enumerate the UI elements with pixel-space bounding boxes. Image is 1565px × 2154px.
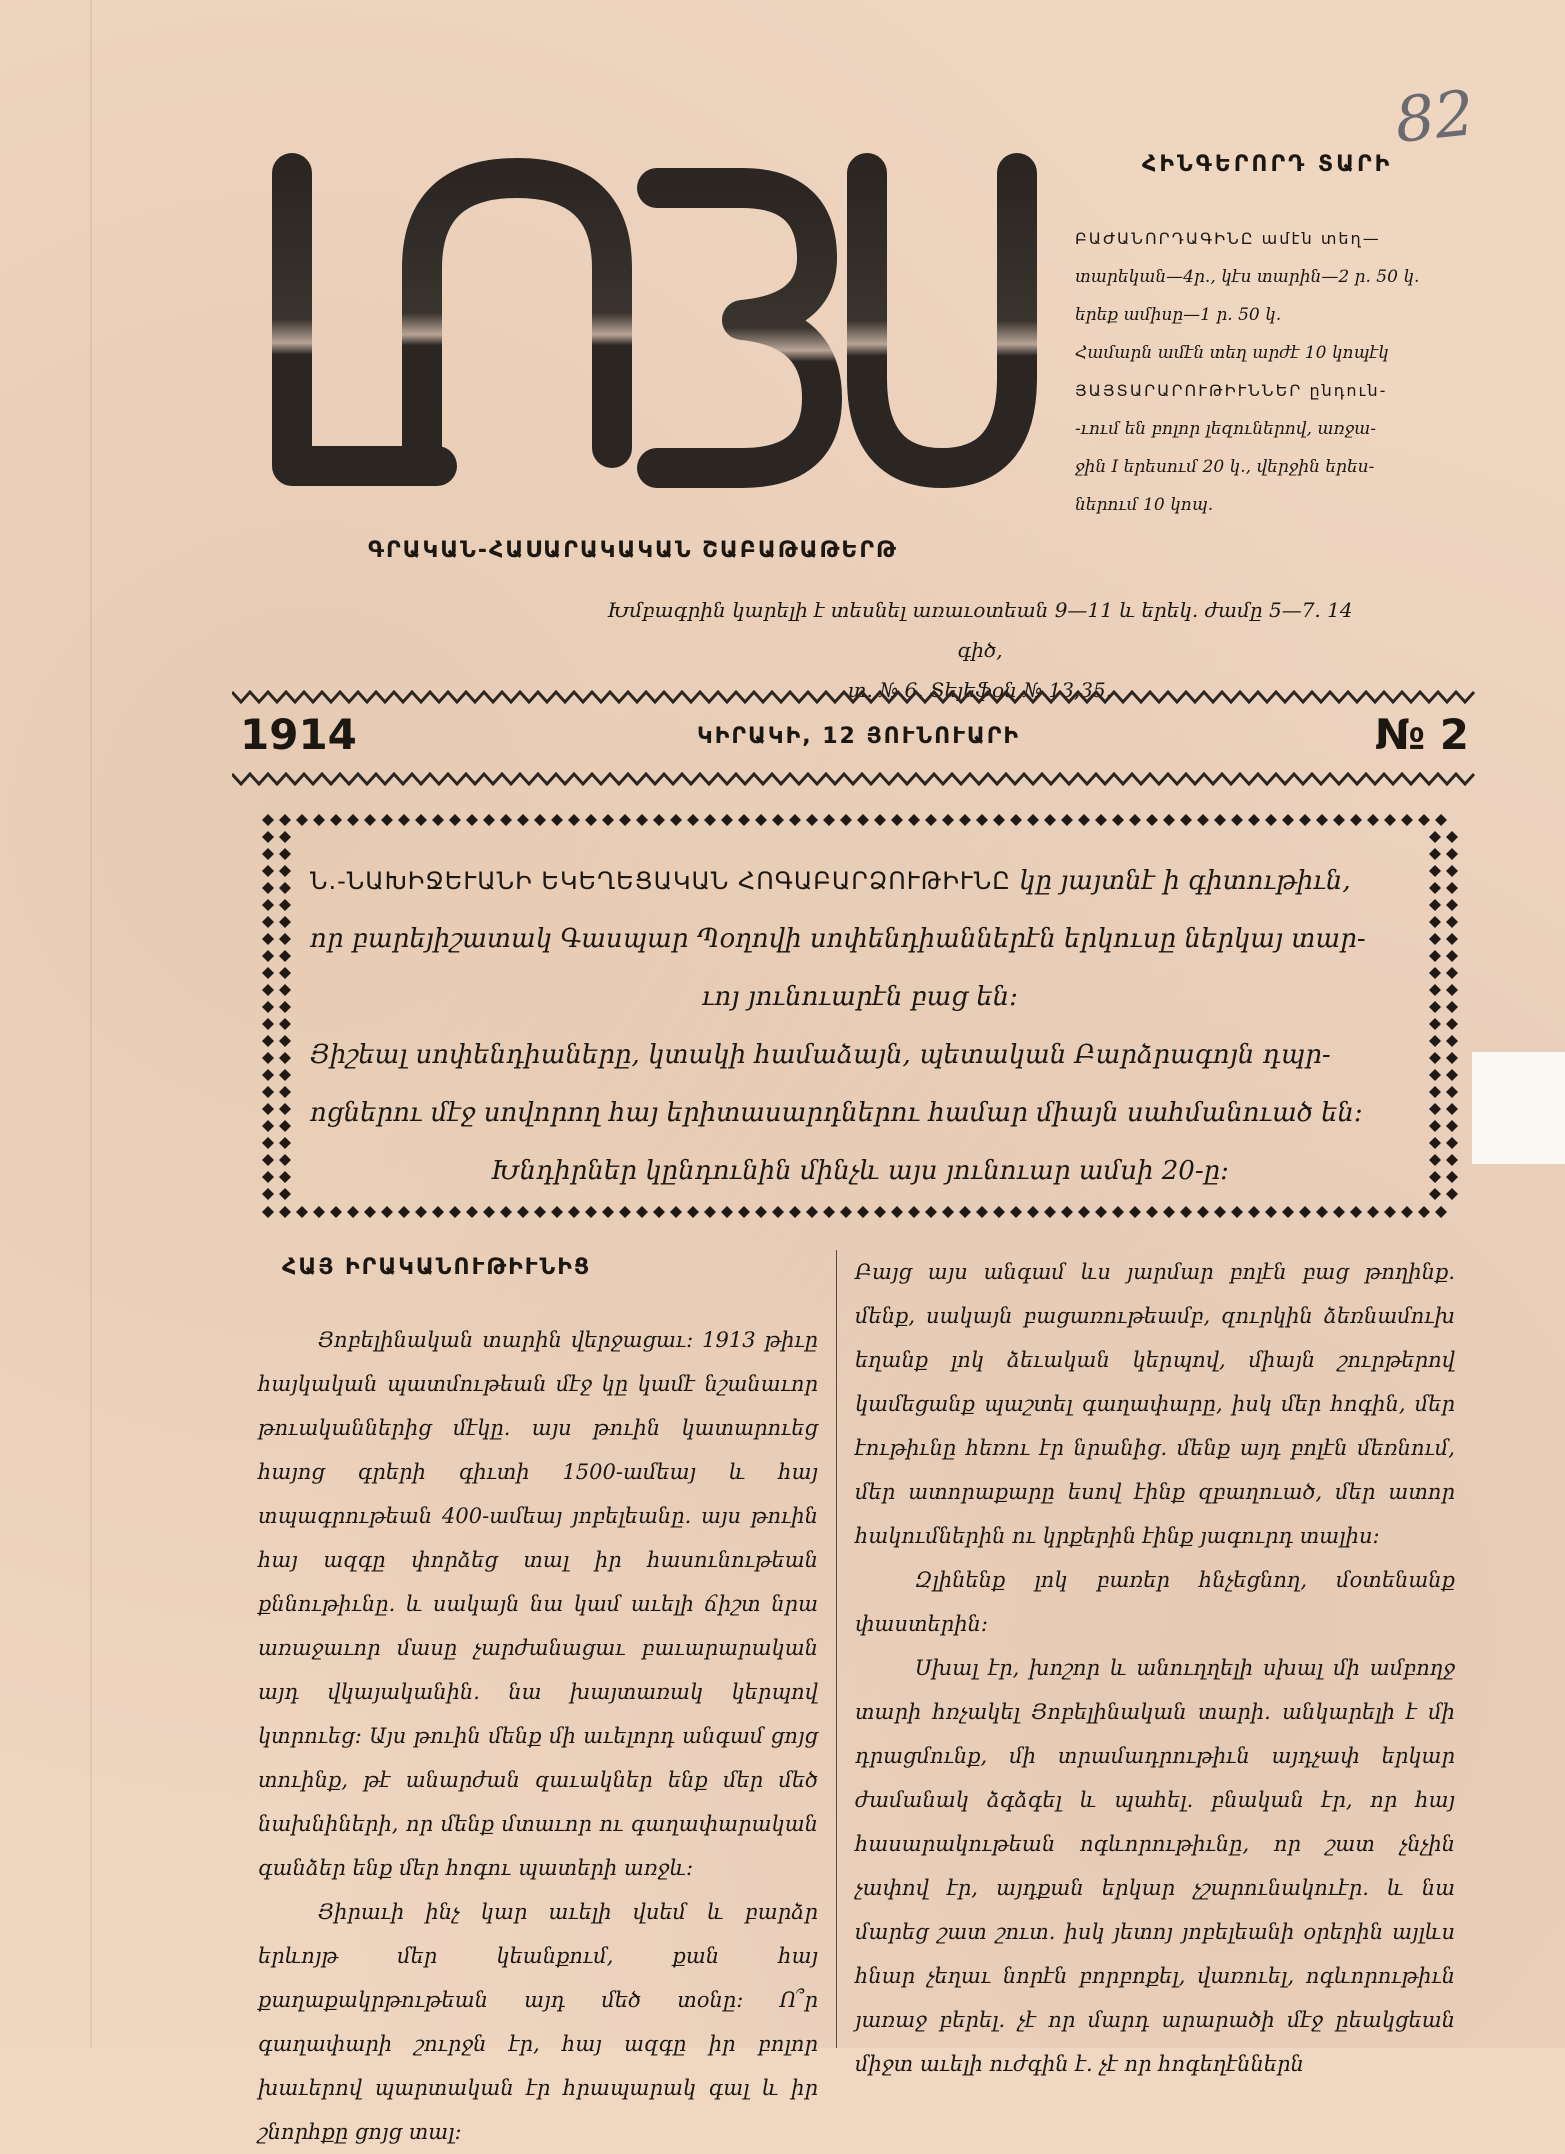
border-diamond bbox=[534, 1206, 546, 1218]
border-diamond bbox=[1429, 1001, 1441, 1013]
border-diamond bbox=[1044, 1206, 1056, 1218]
border-diamond bbox=[1429, 984, 1441, 996]
column-rule bbox=[836, 1250, 837, 2048]
border-diamond bbox=[619, 1206, 631, 1218]
year-label: ՀԻՆԳԵՐՈՐԴ ՏԱՐԻ bbox=[1142, 152, 1393, 177]
border-diamond bbox=[262, 1154, 274, 1166]
border-diamond bbox=[1401, 1206, 1413, 1218]
article-paragraph: Զլինենք լոկ բառեր հնչեցնող, մօտենանք փաստերին։ bbox=[855, 1568, 1455, 1636]
border-diamond bbox=[296, 814, 308, 826]
border-diamond bbox=[1446, 899, 1458, 911]
border-diamond bbox=[1146, 1206, 1158, 1218]
border-diamond bbox=[1112, 814, 1124, 826]
border-diamond bbox=[1429, 882, 1441, 894]
article-paragraph: Յոբելինական տարին վերջացաւ։ 1913 թիւը հայկական պատմութեան մէջ կը կամէ նշանաւոր թուականներից մէկը. այս թուին կատարուեց հայոց գրերի գիւտի 1500-ամեայ և հայ տպագրութեան 400-ամեայ յոբելեանը. այս թուին հայ ազգը փորձեց տալ իր հասունութեան քննութիւնը. և սակայն նա կամ աւելի ճիշտ նրա առաջաւոր մասը չարժանացաւ բաւարարական այդ վկայականին. նա խայտառակ կերպով կտրուեց։ Այս թուին մենք մի աւելորդ անգամ ցոյց տուինք, թէ անարժան զաւակներ ենք մեր մեծ նախնիների, որ մենք մտաւոր ու գաղափարական գանձեր ենք մեր հոգու պատերի առջև։ bbox=[258, 1328, 818, 1880]
border-diamond bbox=[789, 814, 801, 826]
border-diamond bbox=[279, 1171, 291, 1183]
border-diamond bbox=[500, 1206, 512, 1218]
zigzag-rule-bottom bbox=[232, 772, 1477, 786]
border-diamond bbox=[1446, 933, 1458, 945]
border-diamond bbox=[602, 814, 614, 826]
border-diamond bbox=[517, 1206, 529, 1218]
border-diamond bbox=[1429, 1154, 1441, 1166]
border-diamond bbox=[993, 814, 1005, 826]
subscription-line: ներում 10 կոպ. bbox=[1075, 495, 1214, 515]
border-diamond bbox=[279, 814, 291, 826]
border-diamond bbox=[1446, 865, 1458, 877]
border-diamond bbox=[1429, 899, 1441, 911]
border-diamond bbox=[279, 950, 291, 962]
border-diamond bbox=[1446, 831, 1458, 843]
border-diamond bbox=[585, 1206, 597, 1218]
border-diamond bbox=[398, 1206, 410, 1218]
border-diamond bbox=[347, 1206, 359, 1218]
border-diamond bbox=[262, 1001, 274, 1013]
border-diamond bbox=[925, 1206, 937, 1218]
border-diamond bbox=[1429, 1188, 1441, 1200]
border-diamond bbox=[449, 814, 461, 826]
border-diamond bbox=[1180, 814, 1192, 826]
border-diamond bbox=[279, 882, 291, 894]
border-diamond bbox=[279, 1052, 291, 1064]
border-diamond bbox=[1446, 1018, 1458, 1030]
subscription-line: ՅԱՅՏԱՐԱՐՈՒԹԻՒՆՆԵՐ ընդուն- bbox=[1075, 381, 1388, 400]
border-diamond bbox=[942, 1206, 954, 1218]
border-diamond bbox=[789, 1206, 801, 1218]
border-diamond bbox=[262, 899, 274, 911]
border-diamond bbox=[1401, 814, 1413, 826]
border-diamond bbox=[1010, 814, 1022, 826]
border-diamond bbox=[279, 899, 291, 911]
border-diamond bbox=[262, 1137, 274, 1149]
article-column-right bbox=[855, 1250, 1455, 2086]
subscription-line: -ւում են բոլոր լեզուներով, առջա- bbox=[1075, 419, 1377, 439]
border-diamond bbox=[1446, 950, 1458, 962]
border-diamond bbox=[1163, 814, 1175, 826]
border-diamond bbox=[1095, 1206, 1107, 1218]
border-diamond bbox=[755, 1206, 767, 1218]
border-diamond bbox=[432, 814, 444, 826]
border-diamond bbox=[381, 814, 393, 826]
border-diamond bbox=[1446, 882, 1458, 894]
border-diamond bbox=[602, 1206, 614, 1218]
border-diamond bbox=[1265, 814, 1277, 826]
border-diamond bbox=[279, 1103, 291, 1115]
announcement-line: որ բարեյիշատակ Գասպար Պօղովի սոփենդիաններէն երկուսը ներկայ տար- bbox=[310, 924, 1366, 954]
border-diamond bbox=[262, 916, 274, 928]
border-diamond bbox=[1429, 831, 1441, 843]
border-diamond bbox=[1316, 814, 1328, 826]
border-diamond bbox=[347, 814, 359, 826]
border-diamond bbox=[279, 1120, 291, 1132]
border-diamond bbox=[279, 1154, 291, 1166]
border-diamond bbox=[381, 1206, 393, 1218]
border-diamond bbox=[1350, 814, 1362, 826]
border-diamond bbox=[551, 814, 563, 826]
masthead-logo bbox=[262, 148, 1042, 508]
border-diamond bbox=[1146, 814, 1158, 826]
border-diamond bbox=[568, 814, 580, 826]
border-diamond bbox=[1446, 916, 1458, 928]
border-diamond bbox=[279, 1206, 291, 1218]
border-diamond bbox=[279, 1188, 291, 1200]
border-diamond bbox=[1197, 814, 1209, 826]
border-diamond bbox=[1299, 814, 1311, 826]
border-diamond bbox=[653, 1206, 665, 1218]
border-diamond bbox=[942, 814, 954, 826]
border-diamond bbox=[1027, 1206, 1039, 1218]
border-diamond bbox=[976, 814, 988, 826]
border-diamond bbox=[1446, 1001, 1458, 1013]
subscription-line: տարեկան—4ր., կէս տարին—2 ր. 50 կ. bbox=[1075, 267, 1420, 287]
border-diamond bbox=[670, 814, 682, 826]
border-diamond bbox=[1367, 814, 1379, 826]
border-diamond bbox=[1429, 1086, 1441, 1098]
border-diamond bbox=[1078, 1206, 1090, 1218]
border-diamond bbox=[483, 814, 495, 826]
border-diamond bbox=[262, 882, 274, 894]
border-diamond bbox=[279, 984, 291, 996]
border-diamond bbox=[1446, 1052, 1458, 1064]
subscription-line: երեք ամիսը—1 ր. 50 կ. bbox=[1075, 305, 1282, 325]
address-line: Խմբագրին կարելի է տեսնել առաւօտեան 9—11 և երեկ. ժամը 5—7. 14 գիծ, bbox=[607, 598, 1353, 662]
border-diamond bbox=[262, 933, 274, 945]
border-diamond bbox=[738, 1206, 750, 1218]
border-diamond bbox=[466, 1206, 478, 1218]
border-diamond bbox=[262, 1120, 274, 1132]
border-diamond bbox=[262, 848, 274, 860]
border-diamond bbox=[330, 814, 342, 826]
border-diamond bbox=[806, 814, 818, 826]
border-diamond bbox=[1435, 814, 1447, 826]
border-diamond bbox=[1446, 1103, 1458, 1115]
border-diamond bbox=[1446, 1137, 1458, 1149]
border-diamond bbox=[925, 814, 937, 826]
border-diamond bbox=[364, 814, 376, 826]
border-diamond bbox=[1214, 814, 1226, 826]
border-diamond bbox=[330, 1206, 342, 1218]
border-diamond bbox=[1027, 814, 1039, 826]
border-diamond bbox=[1429, 1035, 1441, 1047]
article-paragraph: Սխալ էր, խոշոր և անուղղելի սխալ մի ամբողջ տարի հռչակել Յոբելինական տարի. անկարելի է մի դրացմունք, մի տրամադրութիւն այդչափ երկար ժամանակ ձգձգել և պահել. բնական էր, որ հայ հասարակութեան ոգևորութիւնը, որ շատ չնչին չափով էր, այդքան երկար չշարունակուէր. և նա մարեց շատ շուտ. իսկ յետոյ յոբելեանի օրերին այլևս հնար չեղաւ նորէն բորբոքել, վառուել, ոգևորութիւն յառաջ բերել. չէ որ մարդ արարածի մէջ ըեակցեան միջտ աւելի ուժգին է. չէ որ հոգեղէններն bbox=[855, 1656, 1455, 2076]
border-diamond bbox=[1265, 1206, 1277, 1218]
border-diamond bbox=[534, 814, 546, 826]
border-diamond bbox=[1282, 814, 1294, 826]
border-diamond bbox=[262, 1086, 274, 1098]
border-diamond bbox=[296, 1206, 308, 1218]
border-diamond bbox=[772, 1206, 784, 1218]
border-diamond bbox=[262, 1035, 274, 1047]
border-diamond bbox=[704, 1206, 716, 1218]
border-diamond bbox=[500, 814, 512, 826]
border-diamond bbox=[1112, 1206, 1124, 1218]
border-diamond bbox=[1333, 1206, 1345, 1218]
border-diamond bbox=[619, 814, 631, 826]
border-diamond bbox=[1429, 916, 1441, 928]
border-diamond bbox=[279, 831, 291, 843]
border-diamond bbox=[262, 814, 274, 826]
border-diamond bbox=[959, 1206, 971, 1218]
border-diamond bbox=[262, 967, 274, 979]
announcement-line: կը յայտնէ ի գիտութիւն, bbox=[1010, 866, 1351, 896]
border-diamond bbox=[483, 1206, 495, 1218]
border-diamond bbox=[1429, 967, 1441, 979]
border-diamond bbox=[1446, 848, 1458, 860]
border-diamond bbox=[1418, 814, 1430, 826]
issue-number: № 2 bbox=[1374, 710, 1469, 759]
border-diamond bbox=[279, 1069, 291, 1081]
border-diamond bbox=[1061, 814, 1073, 826]
border-diamond bbox=[1446, 1154, 1458, 1166]
border-diamond bbox=[823, 1206, 835, 1218]
border-diamond bbox=[1429, 950, 1441, 962]
border-diamond bbox=[840, 814, 852, 826]
paper-fold bbox=[90, 0, 92, 2048]
border-diamond bbox=[262, 865, 274, 877]
border-diamond bbox=[687, 1206, 699, 1218]
border-diamond bbox=[976, 1206, 988, 1218]
border-diamond bbox=[279, 967, 291, 979]
border-diamond bbox=[449, 1206, 461, 1218]
announcement-line: ւոյ յունուարէն բաց են։ bbox=[701, 982, 1019, 1012]
article-column-left bbox=[258, 1318, 818, 2154]
border-diamond bbox=[262, 1188, 274, 1200]
border-diamond bbox=[1446, 1171, 1458, 1183]
border-diamond bbox=[823, 814, 835, 826]
border-diamond bbox=[585, 814, 597, 826]
border-diamond bbox=[755, 814, 767, 826]
announcement-line: Յիշեալ սոփենդիաները, կտակի համաձայն, պետական Բարձրագոյն դպր- bbox=[310, 1040, 1331, 1070]
border-diamond bbox=[1446, 967, 1458, 979]
zigzag-rule-top bbox=[232, 690, 1477, 704]
border-diamond bbox=[262, 831, 274, 843]
border-diamond bbox=[1446, 984, 1458, 996]
border-diamond bbox=[1367, 1206, 1379, 1218]
border-diamond bbox=[1384, 1206, 1396, 1218]
border-diamond bbox=[840, 1206, 852, 1218]
border-diamond bbox=[432, 1206, 444, 1218]
subscription-info bbox=[1075, 220, 1515, 524]
border-diamond bbox=[1446, 1188, 1458, 1200]
announcement-line: Խնդիրներ կընդունին մինչև այս յունուար ամսի 20-ը։ bbox=[490, 1156, 1230, 1186]
border-diamond bbox=[262, 1206, 274, 1218]
border-diamond bbox=[1214, 1206, 1226, 1218]
border-diamond bbox=[1197, 1206, 1209, 1218]
border-diamond bbox=[1384, 814, 1396, 826]
border-diamond bbox=[262, 1018, 274, 1030]
border-diamond bbox=[1163, 1206, 1175, 1218]
border-diamond bbox=[1429, 1103, 1441, 1115]
border-diamond bbox=[1333, 814, 1345, 826]
border-diamond bbox=[1129, 814, 1141, 826]
border-diamond bbox=[1010, 1206, 1022, 1218]
border-diamond bbox=[1044, 814, 1056, 826]
border-diamond bbox=[1446, 1120, 1458, 1132]
border-diamond bbox=[313, 814, 325, 826]
border-diamond bbox=[1248, 1206, 1260, 1218]
border-diamond bbox=[1446, 1035, 1458, 1047]
border-diamond bbox=[653, 814, 665, 826]
border-diamond bbox=[1429, 1018, 1441, 1030]
border-diamond bbox=[874, 1206, 886, 1218]
border-diamond bbox=[1429, 1052, 1441, 1064]
border-diamond bbox=[279, 933, 291, 945]
border-diamond bbox=[721, 814, 733, 826]
border-diamond bbox=[279, 1001, 291, 1013]
border-diamond bbox=[415, 814, 427, 826]
border-diamond bbox=[1429, 1137, 1441, 1149]
border-diamond bbox=[874, 814, 886, 826]
border-diamond bbox=[1446, 1069, 1458, 1081]
paper-tab bbox=[1472, 1052, 1565, 1164]
border-diamond bbox=[517, 814, 529, 826]
border-diamond bbox=[262, 984, 274, 996]
border-diamond bbox=[993, 1206, 1005, 1218]
article-paragraph: Յիրաւի ինչ կար աւելի վսեմ և բարձր երևոյթ մեր կեանքում, քան հայ քաղաքակրթութեան այդ մեծ տօնը։ Ո՞ր գաղափարի շուրջն էր, հայ ազգը իր բոլոր խաւերով պարտական էր հրապարակ գալ և իր շնորհքը ցոյց տալ։ bbox=[258, 1900, 818, 2144]
border-diamond bbox=[364, 1206, 376, 1218]
subscription-line: ջին I երեսում 20 կ., վերջին երես- bbox=[1075, 457, 1375, 477]
border-diamond bbox=[857, 814, 869, 826]
border-diamond bbox=[398, 814, 410, 826]
border-diamond bbox=[1299, 1206, 1311, 1218]
issue-year: 1914 bbox=[240, 710, 357, 759]
border-diamond bbox=[1350, 1206, 1362, 1218]
border-diamond bbox=[891, 814, 903, 826]
border-diamond bbox=[551, 1206, 563, 1218]
issue-date: ԿԻՐԱԿԻ, 12 ՅՈՒՆՈՒԱՐԻ bbox=[697, 724, 1021, 749]
border-diamond bbox=[1429, 1171, 1441, 1183]
paper-subtitle: ԳՐԱԿԱՆ-ՀԱՍԱՐԱԿԱԿԱՆ ՇԱԲԱԹԱԹԵՐԹ bbox=[368, 538, 898, 563]
border-diamond bbox=[1435, 1206, 1447, 1218]
border-diamond bbox=[1180, 1206, 1192, 1218]
border-diamond bbox=[1429, 865, 1441, 877]
article-title: ՀԱՅ ԻՐԱԿԱՆՈՒԹԻՒՆԻՑ bbox=[282, 1255, 592, 1280]
dateline bbox=[232, 704, 1477, 768]
border-diamond bbox=[738, 814, 750, 826]
border-diamond bbox=[1231, 1206, 1243, 1218]
announcement-heading: Ն.-ՆԱԽԻՋԵՒԱՆԻ ԵԿԵՂԵՑԱԿԱՆ ՀՈԳԱԲԱՐՁՈՒԹԻՒՆԸ bbox=[310, 867, 1011, 895]
border-diamond bbox=[279, 1018, 291, 1030]
border-diamond bbox=[466, 814, 478, 826]
border-diamond bbox=[415, 1206, 427, 1218]
border-diamond bbox=[262, 1171, 274, 1183]
border-diamond bbox=[279, 916, 291, 928]
article-paragraph: Բայց այս անգամ ևս յարմար բոլէն բաց թողինք. մենք, սակայն բացառութեամբ, զուրկին ձեռնամուխ եղանք լոկ ձեւական կերպով, միայն շուրթերով կամեցանք պաշտել գաղափարը, իսկ մեր հոգին, մեր էութիւնը հեռու էր նրանից. մենք այդ բոլէն մեռնում, մեր ատորաքարը եսով էինք զբաղուած, մեր ատոր հակումներին ու կրքերին էինք յագուրդ տալիս։ bbox=[855, 1260, 1455, 1548]
border-diamond bbox=[1429, 933, 1441, 945]
border-diamond bbox=[1446, 1086, 1458, 1098]
border-diamond bbox=[262, 950, 274, 962]
border-diamond bbox=[1316, 1206, 1328, 1218]
border-diamond bbox=[857, 1206, 869, 1218]
border-diamond bbox=[908, 814, 920, 826]
border-diamond bbox=[687, 814, 699, 826]
border-diamond bbox=[1061, 1206, 1073, 1218]
border-diamond bbox=[1231, 814, 1243, 826]
border-diamond bbox=[1078, 814, 1090, 826]
announcement-line: ոցներու մէջ սովորող հայ երիտասարդներու համար միայն սահմանուած են։ bbox=[310, 1098, 1363, 1128]
border-diamond bbox=[262, 1052, 274, 1064]
border-diamond bbox=[279, 1086, 291, 1098]
border-diamond bbox=[670, 1206, 682, 1218]
border-diamond bbox=[279, 1035, 291, 1047]
border-diamond bbox=[279, 1137, 291, 1149]
border-diamond bbox=[1429, 1120, 1441, 1132]
border-diamond bbox=[1429, 1069, 1441, 1081]
address-line: տ. № 6. Տելեֆօն № 13,35. bbox=[847, 678, 1113, 702]
handwritten-annotation: 82 bbox=[1391, 76, 1478, 157]
border-diamond bbox=[568, 1206, 580, 1218]
border-diamond bbox=[279, 848, 291, 860]
border-diamond bbox=[1429, 848, 1441, 860]
subscription-line: Համարն ամէն տեղ արժէ 10 կոպէկ bbox=[1075, 343, 1389, 363]
announcement-box bbox=[260, 812, 1460, 1220]
subscription-line: ԲԱԺԱՆՈՐԴԱԳԻՆԸ ամէն տեղ— bbox=[1075, 229, 1381, 248]
border-diamond bbox=[313, 1206, 325, 1218]
announcement-text bbox=[310, 852, 1410, 1200]
border-diamond bbox=[1129, 1206, 1141, 1218]
border-diamond bbox=[891, 1206, 903, 1218]
border-diamond bbox=[636, 1206, 648, 1218]
border-diamond bbox=[721, 1206, 733, 1218]
border-diamond bbox=[279, 865, 291, 877]
border-diamond bbox=[704, 814, 716, 826]
border-diamond bbox=[806, 1206, 818, 1218]
border-diamond bbox=[1418, 1206, 1430, 1218]
border-diamond bbox=[636, 814, 648, 826]
border-diamond bbox=[262, 1103, 274, 1115]
border-diamond bbox=[262, 1069, 274, 1081]
border-diamond bbox=[959, 814, 971, 826]
border-diamond bbox=[772, 814, 784, 826]
border-diamond bbox=[908, 1206, 920, 1218]
border-diamond bbox=[1095, 814, 1107, 826]
border-diamond bbox=[1282, 1206, 1294, 1218]
border-diamond bbox=[1248, 814, 1260, 826]
